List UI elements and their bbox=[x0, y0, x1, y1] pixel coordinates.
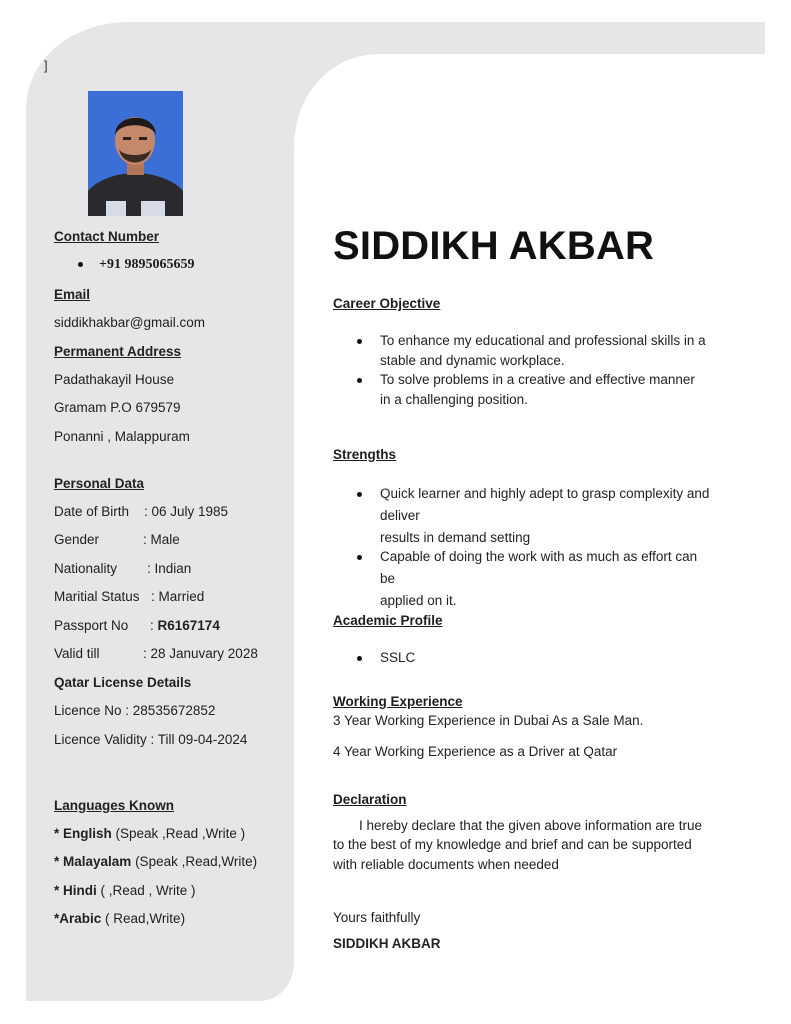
language-star: * bbox=[54, 911, 60, 926]
address-line: Padathakayil House bbox=[54, 372, 175, 387]
contact-number-heading: Contact Number bbox=[54, 229, 160, 244]
career-item: To solve problems in a creative and effective manner bbox=[380, 372, 695, 387]
strength-item-cont: applied on it. bbox=[380, 593, 457, 608]
closing-text: Yours faithfully bbox=[333, 910, 421, 925]
address-heading: Permanent Address bbox=[54, 344, 182, 359]
bullet-icon bbox=[357, 656, 362, 661]
language-star: * bbox=[54, 854, 64, 869]
personal-row-gender bbox=[54, 532, 180, 547]
language-star: * bbox=[54, 826, 64, 841]
declaration-line: with reliable documents when needed bbox=[333, 857, 559, 872]
language-detail: (Speak ,Read ,Write ) bbox=[111, 826, 246, 841]
personal-label: Nationality bbox=[54, 561, 118, 576]
strength-item-cont: be bbox=[380, 571, 396, 586]
bullet-icon bbox=[357, 378, 362, 383]
personal-value: : 06 July 1985 bbox=[144, 504, 229, 519]
language-name: English bbox=[63, 826, 112, 841]
language-detail: (Speak ,Read,Write) bbox=[131, 854, 258, 869]
profile-photo bbox=[88, 91, 183, 216]
declaration-heading: Declaration bbox=[333, 792, 407, 807]
declaration-line: I hereby declare that the given above information are true bbox=[359, 818, 702, 833]
license-validity: Licence Validity : Till 09-04-2024 bbox=[54, 732, 248, 747]
experience-item: 3 Year Working Experience in Dubai As a Sale Man. bbox=[333, 713, 644, 728]
address-line: Ponanni , Malappuram bbox=[54, 429, 190, 444]
personal-label: Gender bbox=[54, 532, 100, 547]
strength-item: Quick learner and highly adept to grasp complexity and bbox=[380, 486, 710, 501]
language-detail: ( ,Read , Write ) bbox=[96, 883, 196, 898]
language-item bbox=[54, 826, 245, 841]
strength-item-cont: deliver bbox=[380, 508, 420, 523]
language-item bbox=[54, 883, 196, 898]
strengths-heading: Strengths bbox=[333, 447, 397, 462]
email-heading: Email bbox=[54, 287, 91, 302]
career-objective-heading: Career Objective bbox=[333, 296, 441, 311]
bullet-icon bbox=[357, 492, 362, 497]
strength-item-cont: results in demand setting bbox=[380, 530, 531, 545]
personal-value: : Married bbox=[151, 589, 205, 604]
career-item-cont: stable and dynamic workplace. bbox=[380, 353, 565, 368]
bullet-icon bbox=[357, 339, 362, 344]
career-item: To enhance my educational and professional skills in a bbox=[380, 333, 706, 348]
personal-row-nationality bbox=[54, 561, 192, 576]
personal-value: : Male bbox=[143, 532, 180, 547]
languages-heading: Languages Known bbox=[54, 798, 175, 813]
language-name: Arabic bbox=[59, 911, 102, 926]
personal-row-marital bbox=[54, 589, 205, 604]
working-experience-heading: Working Experience bbox=[333, 694, 463, 709]
phone-number bbox=[78, 257, 194, 273]
personal-label: Passport No bbox=[54, 618, 129, 633]
bullet-icon bbox=[78, 262, 83, 267]
personal-row-dob bbox=[54, 504, 229, 519]
career-item-cont: in a challenging position. bbox=[380, 392, 528, 407]
personal-value-prefix: : bbox=[150, 618, 158, 633]
personal-value: : Indian bbox=[147, 561, 192, 576]
candidate-name: SIDDIKH AKBAR bbox=[333, 224, 655, 268]
personal-value: : 28 Januvary 2028 bbox=[143, 646, 258, 661]
language-item bbox=[54, 854, 257, 869]
declaration-line: to the best of my knowledge and brief and can be supported bbox=[333, 837, 692, 852]
academic-item: SSLC bbox=[380, 650, 416, 665]
stray-bracket: ] bbox=[44, 58, 48, 73]
experience-item: 4 Year Working Experience as a Driver at Qatar bbox=[333, 744, 618, 759]
license-number: Licence No : 28535672852 bbox=[54, 703, 216, 718]
personal-label: Valid till bbox=[54, 646, 100, 661]
language-name: Hindi bbox=[63, 883, 97, 898]
personal-data-heading: Personal Data bbox=[54, 476, 145, 491]
language-star: * bbox=[54, 883, 64, 898]
license-heading: Qatar License Details bbox=[54, 675, 192, 690]
language-name: Malayalam bbox=[63, 854, 132, 869]
phone-value: +91 9895065659 bbox=[99, 257, 195, 272]
signature-name: SIDDIKH AKBAR bbox=[333, 936, 441, 951]
bullet-icon bbox=[357, 555, 362, 560]
academic-profile-heading: Academic Profile bbox=[333, 613, 443, 628]
personal-row-passport bbox=[54, 618, 220, 633]
language-detail: ( Read,Write) bbox=[101, 911, 186, 926]
personal-label: Date of Birth bbox=[54, 504, 130, 519]
address-line: Gramam P.O 679579 bbox=[54, 400, 181, 415]
language-item bbox=[54, 911, 185, 926]
strength-item: Capable of doing the work with as much as effort can bbox=[380, 549, 698, 564]
personal-row-valid-till bbox=[54, 646, 258, 661]
personal-label: Maritial Status bbox=[54, 589, 140, 604]
passport-number: R6167174 bbox=[157, 618, 220, 633]
email-value: siddikhakbar@gmail.com bbox=[54, 315, 206, 330]
